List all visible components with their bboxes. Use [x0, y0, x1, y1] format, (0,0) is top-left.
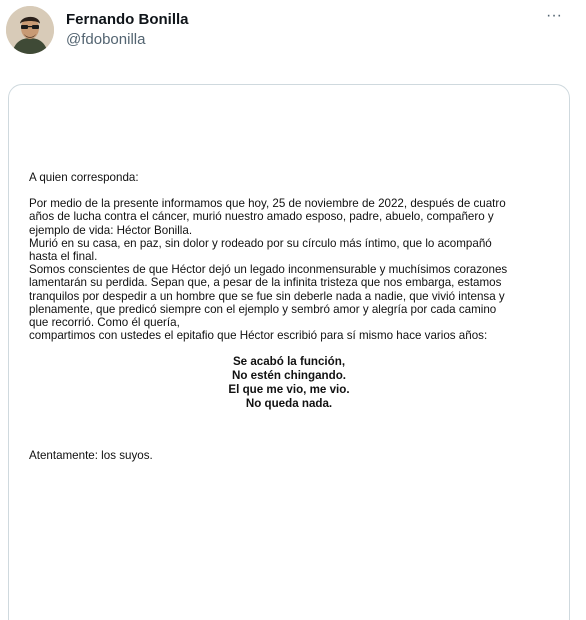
letter-line: tranquilos por despedir a un hombre que se fue sin deberle nada a nadie, que vivió intensa y	[29, 289, 505, 303]
epitaph-line: Se acabó la función,	[232, 355, 346, 369]
letter-signoff: Atentamente: los suyos.	[29, 449, 153, 463]
letter-line: que recorrió. Como él quería,	[29, 316, 180, 330]
letter-line: Somos conscientes de que Héctor dejó un legado inconmensurable y muchísimos corazones	[29, 263, 508, 277]
letter-line: Por medio de la presente informamos que hoy, 25 de noviembre de 2022, después de cuatro	[29, 197, 506, 211]
letter-greeting: A quien corresponda:	[29, 171, 139, 184]
avatar[interactable]	[6, 6, 54, 54]
letter-line: plenamente, que predicó siempre con el ejemplo y sembró amor y alegría por cada camino	[29, 302, 497, 316]
tweet-header	[0, 0, 586, 80]
epitaph-line: No estén chingando.	[231, 369, 346, 383]
epitaph-line: El que me vio, me vio.	[228, 383, 350, 397]
user-handle[interactable]: @fdobonilla	[66, 31, 146, 48]
letter-line: años de lucha contra el cáncer, murió nuestro amado esposo, padre, abuelo, compañero y	[29, 210, 494, 224]
letter-line: Murió en su casa, en paz, sin dolor y rodeado por su círculo más íntimo, que lo acompañó	[29, 236, 492, 250]
letter-document	[29, 171, 549, 463]
display-name[interactable]: Fernando Bonilla	[66, 11, 189, 28]
letter-line: compartimos con ustedes el epitafio que Héctor escribió para sí mismo hace varios años:	[29, 329, 488, 343]
epitaph-line: No queda nada.	[245, 397, 333, 411]
author-info	[66, 10, 189, 50]
letter-line: lamentarán su perdida. Sepan que, a pesar de la infinita tristeza que nos embarga, estamos	[29, 276, 502, 290]
more-options-icon[interactable]: ···	[546, 7, 562, 24]
letter-line: ejemplo de vida: Héctor Bonilla.	[29, 223, 193, 237]
avatar-image	[6, 6, 54, 54]
tweet-image[interactable]	[8, 84, 570, 620]
epitaph	[29, 355, 549, 411]
letter-line: hasta el final.	[29, 250, 98, 264]
letter-body	[29, 197, 549, 342]
